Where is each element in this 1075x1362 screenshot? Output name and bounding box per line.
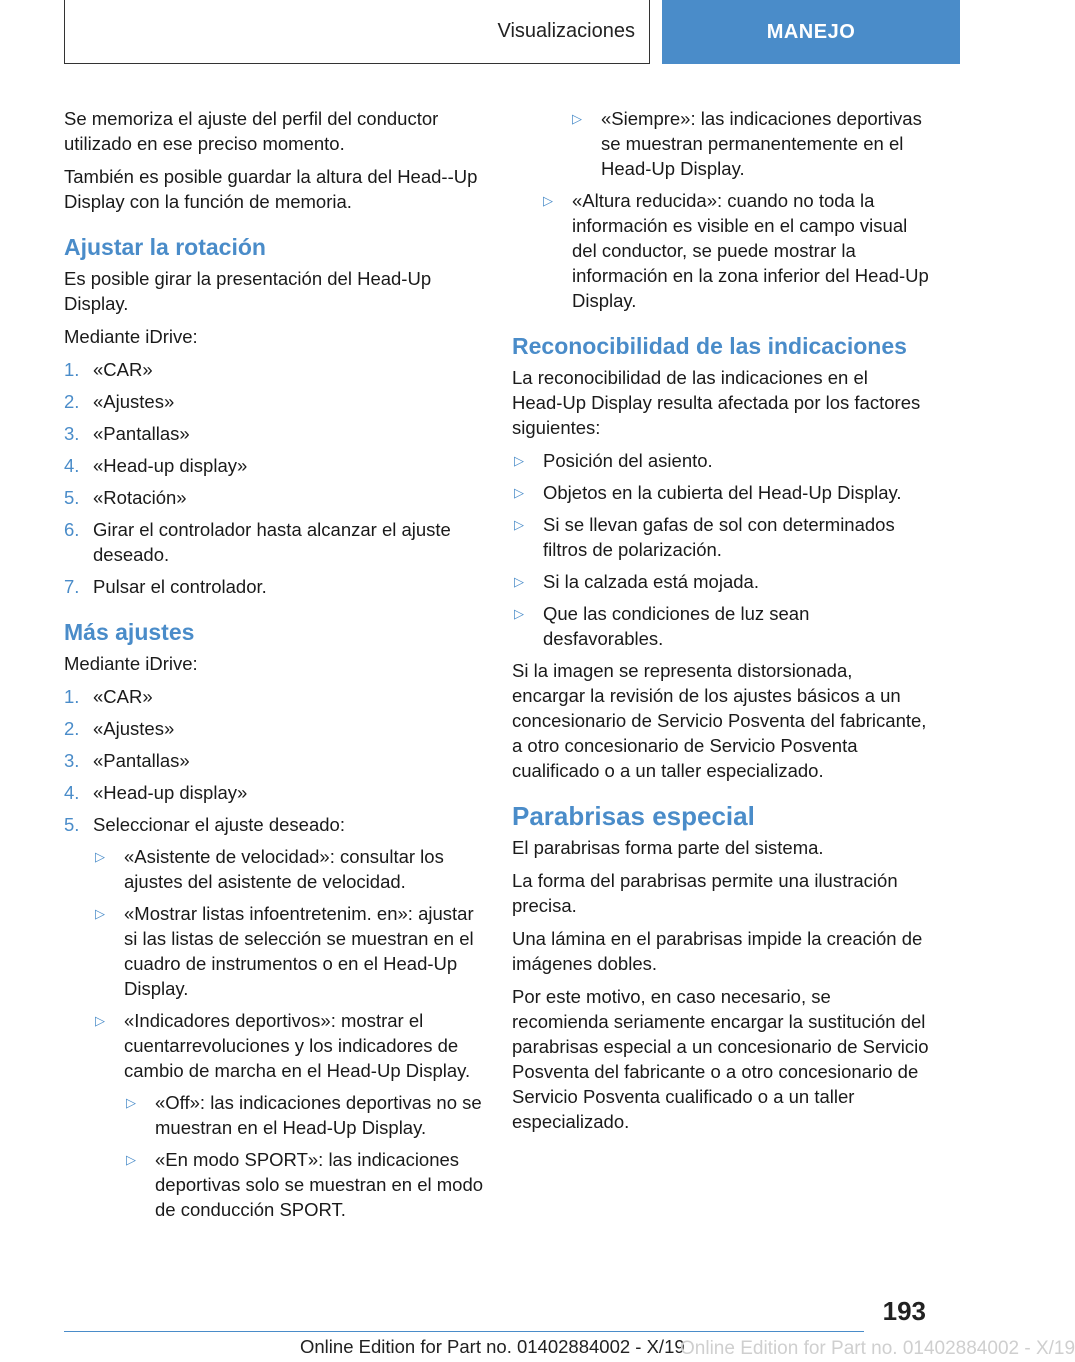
left-column (64, 106, 484, 1243)
paragraph: Se memoriza el ajuste del perfil del conductor utilizado en ese preciso momento. (64, 108, 439, 154)
list-item (64, 421, 484, 446)
paragraph: Si la imagen se representa distorsionada, encargar la revisión de los ajustes básicos a un concesionario de Servicio Posventa del fabricante, a otro concesionario de Servicio Posventa cualificado o a un taller especializado. (512, 660, 927, 781)
list-item (512, 480, 930, 505)
bullet-body (124, 1008, 484, 1229)
heading-rotation: Ajustar la rotación (64, 234, 266, 260)
steps-list-more (64, 684, 484, 1236)
list-item (64, 716, 484, 741)
step-body (93, 812, 484, 1236)
triangle-right-icon: ▷ (126, 1152, 136, 1167)
page-number: 193 (882, 1296, 926, 1326)
triangle-right-icon: ▷ (514, 574, 524, 589)
list-item (64, 517, 484, 567)
step-number: 4. (64, 782, 80, 803)
triangle-right-icon: ▷ (543, 193, 553, 208)
list-item (64, 684, 484, 709)
bullet-text: Que las condiciones de luz sean desfavorables. (543, 603, 810, 649)
list-item (64, 812, 484, 1236)
triangle-right-icon: ▷ (514, 453, 524, 468)
step-text: «Head‑up display» (93, 782, 248, 803)
watermark: Online Edition for Part no. 01402884002 - X/19 (680, 1338, 1075, 1359)
step-number: 2. (64, 391, 80, 412)
bullet-text: Si la calzada está mojada. (543, 571, 759, 592)
option-bullets-continued (512, 188, 930, 313)
list-item (124, 1147, 484, 1222)
option-bullets (93, 844, 484, 1229)
list-item (64, 389, 484, 414)
step-number: 1. (64, 359, 80, 380)
step-number: 5. (64, 814, 80, 835)
list-item (93, 901, 484, 1001)
header-section-label: Visualizaciones (497, 20, 635, 42)
bullet-text: «En modo SPORT»: las indicaciones deportivas solo se muestran en el modo de conducción SPORT. (155, 1149, 484, 1220)
list-item (570, 106, 930, 181)
bullet-text: Si se llevan gafas de sol con determinados filtros de polarización. (543, 514, 895, 560)
bullet-text: «Asistente de velocidad»: consultar los ajustes del asistente de velocidad. (124, 846, 444, 892)
list-item (64, 780, 484, 805)
steps-list-rotation (64, 357, 484, 599)
triangle-right-icon: ▷ (95, 1013, 105, 1028)
step-text: «Ajustes» (93, 718, 175, 739)
paragraph: Mediante iDrive: (64, 326, 198, 347)
header-chapter (662, 0, 960, 64)
step-text: «Pantallas» (93, 750, 190, 771)
paragraph: La reconocibilidad de las indicaciones en el Head‑Up Display resulta afectada por los factores siguientes: (512, 367, 921, 438)
list-item (541, 188, 930, 313)
sub-bullets (124, 1090, 484, 1222)
heading-special-windshield: Parabrisas especial (512, 801, 755, 831)
paragraph: Una lámina en el parabrisas impide la creación de imágenes dobles. (512, 928, 923, 974)
step-number: 2. (64, 718, 80, 739)
bullet-text: «Altura reducida»: cuando no toda la información es visible en el campo visual del conductor, se puede mostrar la información en la zona inferior del Head‑Up Display. (572, 190, 929, 311)
step-number: 6. (64, 519, 80, 540)
step-number: 7. (64, 576, 80, 597)
list-item (64, 574, 484, 599)
list-item (64, 453, 484, 478)
list-item (512, 448, 930, 473)
heading-recognizability: Reconocibilidad de las indicaciones (512, 333, 907, 359)
triangle-right-icon: ▷ (514, 517, 524, 532)
bullet-text: «Off»: las indicaciones deportivas no se muestran en el Head‑Up Display. (155, 1092, 482, 1138)
step-text: «CAR» (93, 686, 153, 707)
step-text: Pulsar el controlador. (93, 576, 267, 597)
step-text: Seleccionar el ajuste deseado: (93, 814, 345, 835)
list-item (512, 512, 930, 562)
step-text: «Rotación» (93, 487, 187, 508)
list-item (93, 1008, 484, 1229)
bullet-text: «Siempre»: las indicaciones deportivas se muestran permanentemente en el Head‑Up Display. (601, 108, 922, 179)
step-text: «CAR» (93, 359, 153, 380)
step-number: 4. (64, 455, 80, 476)
step-number: 3. (64, 423, 80, 444)
paragraph: También es posible guardar la altura del Head-‑Up Display con la función de memoria. (64, 166, 478, 212)
factors-list (512, 448, 930, 651)
bullet-text: Posición del asiento. (543, 450, 713, 471)
list-item (512, 569, 930, 594)
paragraph: El parabrisas forma parte del sistema. (512, 837, 824, 858)
list-item (64, 357, 484, 382)
sub-bullets-continued (512, 106, 930, 181)
right-column (512, 106, 930, 1142)
paragraph: Por este motivo, en caso necesario, se recomienda seriamente encargar la sustitución del parabrisas especial a un concesionario de Servicio Posventa del fabricante o a otro concesionario de Servicio Posventa cualificado o a un taller especializado. (512, 986, 929, 1132)
step-text: «Head‑up display» (93, 455, 248, 476)
paragraph: Es posible girar la presentación del Head‑Up Display. (64, 268, 432, 314)
list-item (124, 1090, 484, 1140)
list-item (64, 748, 484, 773)
triangle-right-icon: ▷ (95, 849, 105, 864)
bullet-text: Objetos en la cubierta del Head‑Up Display. (543, 482, 902, 503)
header-section (64, 0, 650, 64)
triangle-right-icon: ▷ (126, 1095, 136, 1110)
header-chapter-label: MANEJO (766, 20, 856, 43)
list-item (512, 601, 930, 651)
step-number: 3. (64, 750, 80, 771)
list-item (93, 844, 484, 894)
step-text: Girar el controlador hasta alcanzar el ajuste deseado. (93, 519, 451, 565)
triangle-right-icon: ▷ (514, 485, 524, 500)
step-text: «Pantallas» (93, 423, 190, 444)
paragraph: La forma del parabrisas permite una ilustración precisa. (512, 870, 898, 916)
list-item (64, 485, 484, 510)
footer-divider (64, 1331, 864, 1332)
step-number: 5. (64, 487, 80, 508)
bullet-text: «Mostrar listas infoentretenim. en»: ajustar si las listas de selección se muestran en el cuadro de instrumentos o en el Head‑Up Display. (124, 903, 474, 999)
triangle-right-icon: ▷ (572, 111, 582, 126)
bullet-text: «Indicadores deportivos»: mostrar el cuentarrevoluciones y los indicadores de cambio de marcha en el Head‑Up Display. (124, 1010, 471, 1081)
triangle-right-icon: ▷ (95, 906, 105, 921)
paragraph: Mediante iDrive: (64, 653, 198, 674)
heading-more-settings: Más ajustes (64, 619, 195, 645)
triangle-right-icon: ▷ (514, 606, 524, 621)
step-text: «Ajustes» (93, 391, 175, 412)
step-number: 1. (64, 686, 80, 707)
edition-text: Online Edition for Part no. 01402884002 - X/19 (300, 1336, 685, 1357)
